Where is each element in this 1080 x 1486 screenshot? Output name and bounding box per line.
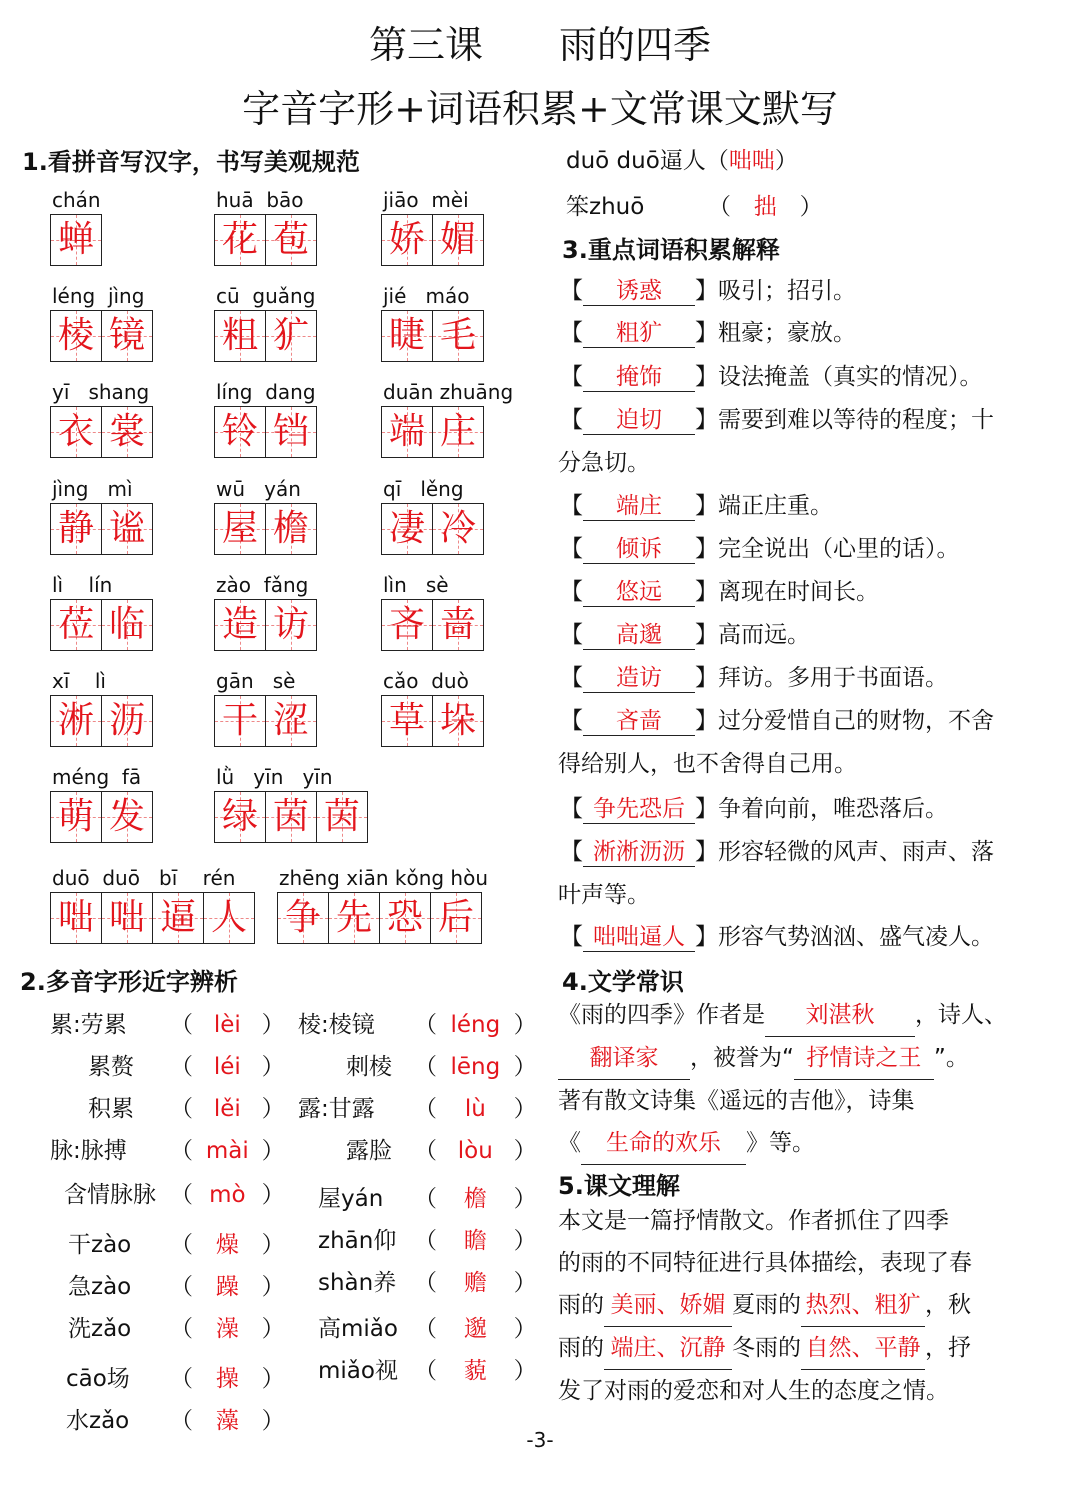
answer-char: 花 — [221, 219, 258, 260]
answer-char: 凄 — [388, 508, 425, 549]
vocab-def: 形容轻微的风声、雨声、落 — [718, 839, 994, 865]
vocab-row: 【 争先恐后 】争着向前，唯恐落后。 — [560, 790, 948, 824]
answer-char: 屋 — [221, 508, 258, 549]
vocab-word: 诱惑 — [583, 272, 695, 306]
polyphone-row — [298, 1006, 375, 1039]
answer-text: lēng — [450, 1054, 501, 1080]
polyphone-answer: （ mò ） — [170, 1182, 285, 1208]
answer-char: 逼 — [159, 897, 196, 938]
vocab-word: 倾诉 — [583, 530, 695, 564]
vocab-def: 拜访。多用于书面语。 — [718, 665, 948, 691]
answer-text: 檐 — [463, 1186, 487, 1212]
answer-char: 苞 — [272, 219, 309, 260]
vocab-row: 【 咄咄逼人 】形容气势汹汹、盛气凌人。 — [560, 918, 994, 952]
polyphone-answer: （ lòu ） — [414, 1138, 537, 1164]
char-cell — [214, 695, 266, 747]
vocab-word: 咄咄逼人 — [583, 918, 695, 952]
pinyin-label: yī shang — [52, 380, 150, 404]
char-cell — [214, 214, 266, 266]
pinyin-label: qī lěng — [383, 477, 464, 501]
row-label: duō duō逼人 — [566, 148, 706, 174]
page-title: 第三课 雨的四季 — [368, 23, 711, 67]
char-cell — [430, 892, 482, 944]
vocab-def: 吸引；招引。 — [718, 278, 856, 304]
char-cell — [50, 791, 102, 843]
polyphone-row — [88, 1048, 134, 1081]
pinyin-label: líng dang — [216, 380, 316, 404]
char-cell — [101, 892, 153, 944]
vocab-row: 【 迫切 】需要到难以等待的程度；十 — [560, 401, 994, 435]
row-label: 水zǎo — [66, 1408, 130, 1434]
char-grid — [50, 503, 153, 555]
vocab-def: 过分爱惜自己的财物，不舍 — [718, 708, 994, 734]
char-grid — [214, 214, 317, 266]
pinyin-label: chán — [52, 188, 101, 212]
answer-char: 萌 — [57, 796, 94, 837]
answer-char: 草 — [388, 700, 425, 741]
answer-char: 啬 — [439, 604, 476, 645]
answer-text: 藐 — [463, 1358, 487, 1384]
char-cell — [101, 503, 153, 555]
answer-text: léi — [213, 1054, 241, 1080]
char-cell — [50, 406, 102, 458]
comprehension-text: 本文是一篇抒情散文。作者抓住了四季 的雨的不同特征进行具体描绘，表现了春 雨的 美丽、娇媚 夏雨的 热烈、粗犷 ，秋 雨的 端庄、沉静 冬雨的 自然、平静 ，抒 发了对雨的爱恋和对人生的态度之情。 — [558, 1208, 972, 1404]
row-label: 累赘 — [88, 1054, 134, 1080]
answer-char: 茵 — [272, 796, 309, 837]
polyphone-row — [318, 1264, 396, 1297]
answer-char: 后 — [437, 897, 474, 938]
polyphone-answer: （ 藻 ） — [170, 1402, 285, 1435]
pinyin-label: huā bāo — [216, 188, 304, 212]
answer-char: 造 — [221, 604, 258, 645]
answer-char: 涩 — [272, 700, 309, 741]
row-label: 干zào — [68, 1232, 132, 1258]
char-cell — [265, 599, 317, 651]
char-grid — [381, 406, 484, 458]
polyphone-answer: （ 躁 ） — [170, 1268, 285, 1301]
answer-char: 人 — [210, 897, 247, 938]
polyphone-row — [68, 1310, 131, 1343]
char-cell — [101, 310, 153, 362]
char-cell — [101, 695, 153, 747]
vocab-word: 吝啬 — [583, 702, 695, 736]
answer-char: 蝉 — [57, 219, 94, 260]
row-label: zhān仰 — [318, 1228, 397, 1254]
answer-char: 娇 — [388, 219, 425, 260]
char-cell — [50, 599, 102, 651]
pinyin-label: lìn sè — [383, 573, 449, 597]
row-label: cāo场 — [66, 1366, 130, 1392]
polyphone-row — [346, 1048, 392, 1081]
char-cell — [101, 791, 153, 843]
row-label: shàn养 — [318, 1270, 397, 1296]
pinyin-label: cū guǎng — [216, 284, 316, 308]
char-grid — [214, 695, 317, 747]
polyphone-answer: （ 瞻 ） — [414, 1222, 537, 1255]
pinyin-label: xī lì — [52, 669, 106, 693]
row-label: miǎo视 — [318, 1358, 398, 1384]
char-cell — [50, 310, 102, 362]
polyphone-row — [88, 1090, 134, 1123]
char-cell — [50, 503, 102, 555]
char-cell — [265, 214, 317, 266]
answer-text: 拙 — [753, 194, 777, 220]
answer-autumn: 端庄、沉静 — [604, 1327, 732, 1370]
vocab-def: 端正庄重。 — [718, 493, 833, 519]
vocab-row: 【 淅淅沥沥 】形容轻微的风声、雨声、落 — [560, 833, 994, 867]
char-grid — [50, 214, 102, 266]
char-cell — [381, 599, 433, 651]
answer-text: lòu — [457, 1138, 493, 1164]
answer-char: 铃 — [221, 411, 258, 452]
char-grid — [50, 310, 153, 362]
char-grid — [214, 503, 317, 555]
answer-char: 毛 — [439, 315, 476, 356]
answer-summer: 热烈、粗犷 — [801, 1284, 925, 1327]
pinyin-label: duān zhuāng — [383, 380, 514, 404]
row-label: 累:劳累 — [50, 1012, 127, 1038]
row-label: 屋yán — [318, 1186, 384, 1212]
row-label: 积累 — [88, 1096, 134, 1122]
answer-char: 访 — [272, 604, 309, 645]
row-label: 刺棱 — [346, 1054, 392, 1080]
answer-char: 垛 — [439, 700, 476, 741]
char-cell — [214, 791, 266, 843]
char-grid — [214, 599, 317, 651]
char-grid — [277, 892, 482, 944]
char-cell — [277, 892, 329, 944]
section1-title: 1.看拼音写汉字，书写美观规范 — [22, 148, 360, 176]
char-grid — [50, 791, 153, 843]
polyphone-row — [298, 1090, 375, 1123]
vocab-def: 需要到难以等待的程度；十 — [718, 407, 994, 433]
answer-text: 瞻 — [463, 1228, 487, 1254]
polyphone-row — [50, 1006, 127, 1039]
vocab-row: 【 诱惑 】吸引；招引。 — [560, 272, 856, 306]
answer-text: 燥 — [215, 1232, 239, 1258]
answer-char: 淅 — [57, 700, 94, 741]
polyphone-answer: （ lù ） — [414, 1096, 537, 1122]
char-cell — [328, 892, 380, 944]
char-cell — [381, 214, 433, 266]
char-grid — [381, 695, 484, 747]
row-label: 急zào — [68, 1274, 132, 1300]
answer-text: mài — [205, 1138, 249, 1164]
polyphone-answer: （ 操 ） — [170, 1360, 285, 1393]
vocab-def: 粗豪；豪放。 — [718, 320, 856, 346]
answer-honor: 抒情诗之王 — [794, 1037, 934, 1080]
polyphone-answer: （ 邈 ） — [414, 1310, 537, 1343]
char-grid — [214, 310, 317, 362]
vocab-def-continued: 叶声等。 — [558, 882, 650, 908]
char-cell — [379, 892, 431, 944]
answer-char: 粗 — [221, 315, 258, 356]
char-cell — [101, 599, 153, 651]
char-grid — [214, 791, 368, 843]
answer-char: 裳 — [108, 411, 145, 452]
polyphone-answer: （ lèi ） — [170, 1012, 285, 1038]
polyphone-row — [68, 1268, 131, 1301]
answer-char: 咄 — [57, 897, 94, 938]
vocab-def-continued: 分急切。 — [558, 450, 650, 476]
vocab-row: 【 造访 】拜访。多用于书面语。 — [560, 659, 948, 693]
char-cell — [214, 503, 266, 555]
answer-collection: 生命的欢乐 — [581, 1122, 746, 1165]
answer-char: 镜 — [108, 315, 145, 356]
vocab-row: 【 倾诉 】完全说出（心里的话）。 — [560, 530, 960, 564]
char-cell — [265, 310, 317, 362]
vocab-row: 【 粗犷 】粗豪；豪放。 — [560, 314, 856, 348]
vocab-word: 淅淅沥沥 — [583, 833, 695, 867]
polyphone-answer: （ 澡 ） — [170, 1310, 285, 1343]
pinyin-label: zào fǎng — [216, 573, 309, 597]
vocab-def: 高而远。 — [718, 622, 810, 648]
char-grid — [50, 695, 153, 747]
char-grid — [381, 310, 484, 362]
answer-char: 先 — [335, 897, 372, 938]
polyphone-answer: （ 燥 ） — [170, 1226, 285, 1259]
answer-text: 操 — [215, 1366, 239, 1392]
polyphone-answer: （ léng ） — [414, 1012, 537, 1038]
vocab-def: 设法掩盖（真实的情况）。 — [718, 364, 983, 390]
char-cell — [152, 892, 204, 944]
pinyin-label: wū yán — [216, 477, 301, 501]
vocab-row: 【 端庄 】端正庄重。 — [560, 487, 833, 521]
row-label: 露脸 — [346, 1138, 392, 1164]
answer-char: 绿 — [221, 796, 258, 837]
pinyin-label: lǜ yīn yīn — [216, 765, 333, 789]
answer-char: 媚 — [439, 219, 476, 260]
char-cell — [203, 892, 255, 944]
vocab-row: 【 悠远 】离现在时间长。 — [560, 573, 879, 607]
char-grid — [50, 892, 255, 944]
answer-title: 翻译家 — [558, 1037, 690, 1080]
char-cell — [214, 310, 266, 362]
extra-row: 笨zhuō （ 拙 ） — [566, 188, 823, 221]
pinyin-label: léng jìng — [52, 284, 145, 308]
answer-char: 衣 — [57, 411, 94, 452]
char-cell — [50, 892, 102, 944]
row-label: 露:甘露 — [298, 1096, 375, 1122]
vocab-row: 【 吝啬 】过分爱惜自己的财物，不舍 — [560, 702, 994, 736]
char-grid — [381, 599, 484, 651]
pinyin-label: zhēng xiān kǒng hòu — [279, 866, 489, 890]
extra-row: duō duō逼人（咄咄） — [566, 148, 798, 174]
char-cell — [432, 406, 484, 458]
char-cell — [50, 695, 102, 747]
section4-title: 4.文学常识 — [562, 968, 684, 996]
answer-char: 争 — [284, 897, 321, 938]
answer-text: 藻 — [215, 1408, 239, 1434]
literature-text: 《雨的四季》作者是 刘湛秋 ，诗人、 翻译家 ，被誉为“ 抒情诗之王 ”。 著有散文诗集《遥远的吉他》，诗集 《 生命的欢乐 》等。 — [558, 994, 1038, 1165]
vocab-def: 离现在时间长。 — [718, 579, 879, 605]
char-cell — [381, 695, 433, 747]
page-number: -3- — [526, 1428, 554, 1452]
polyphone-answer: （ 藐 ） — [414, 1352, 537, 1385]
polyphone-answer: （ 赡 ） — [414, 1264, 537, 1297]
char-grid — [50, 599, 153, 651]
polyphone-row — [318, 1180, 383, 1213]
char-grid — [381, 214, 484, 266]
row-label: 含情脉脉 — [64, 1182, 156, 1208]
char-cell — [432, 695, 484, 747]
char-cell — [381, 406, 433, 458]
answer-char: 恐 — [386, 897, 423, 938]
row-label: 洗zǎo — [68, 1316, 132, 1342]
vocab-word: 端庄 — [583, 487, 695, 521]
vocab-def: 争着向前，唯恐落后。 — [718, 796, 948, 822]
char-cell — [101, 406, 153, 458]
char-cell — [50, 214, 102, 266]
answer-text: léng — [450, 1012, 501, 1038]
answer-char: 犷 — [272, 315, 309, 356]
polyphone-row — [346, 1132, 392, 1165]
section5-title: 5.课文理解 — [558, 1172, 680, 1200]
polyphone-row — [66, 1360, 130, 1393]
answer-text: 赡 — [463, 1270, 487, 1296]
answer-text: lù — [464, 1096, 486, 1122]
answer-char: 咄 — [108, 897, 145, 938]
section2-title: 2.多音字形近字辨析 — [20, 968, 238, 996]
vocab-word: 迫切 — [583, 401, 695, 435]
pinyin-label: jié máo — [383, 284, 470, 308]
answer-text: lěi — [213, 1096, 241, 1122]
polyphone-answer: （ lēng ） — [414, 1054, 537, 1080]
row-label: 棱:棱镜 — [298, 1012, 375, 1038]
char-cell — [265, 791, 317, 843]
row-label: 脉:脉搏 — [50, 1138, 127, 1164]
char-cell — [316, 791, 368, 843]
answer-char: 睫 — [388, 315, 425, 356]
answer-char: 谧 — [108, 508, 145, 549]
char-cell — [214, 599, 266, 651]
polyphone-row — [318, 1352, 398, 1385]
pinyin-label: cǎo duò — [383, 669, 469, 693]
polyphone-row — [50, 1132, 127, 1165]
answer-char: 发 — [108, 796, 145, 837]
char-cell — [381, 310, 433, 362]
answer-char: 莅 — [57, 604, 94, 645]
vocab-word: 争先恐后 — [583, 790, 695, 824]
answer-winter: 自然、平静 — [801, 1327, 925, 1370]
polyphone-answer: （ léi ） — [170, 1054, 285, 1080]
char-cell — [432, 599, 484, 651]
answer-char: 端 — [388, 411, 425, 452]
answer-char: 冷 — [439, 508, 476, 549]
vocab-def: 完全说出（心里的话）。 — [718, 536, 960, 562]
char-cell — [432, 503, 484, 555]
answer-char: 庄 — [439, 411, 476, 452]
vocab-def: 形容气势汹汹、盛气凌人。 — [718, 924, 994, 950]
answer-char: 棱 — [57, 315, 94, 356]
polyphone-answer: （ lěi ） — [170, 1096, 285, 1122]
answer-text: 澡 — [215, 1316, 239, 1342]
pinyin-label: jiāo mèi — [383, 188, 469, 212]
pinyin-label: gān sè — [216, 669, 296, 693]
answer-text: 咄咄 — [728, 148, 775, 174]
char-cell — [265, 503, 317, 555]
char-grid — [50, 406, 153, 458]
vocab-word: 高邈 — [583, 616, 695, 650]
page-subtitle: 字音字形+词语积累+文常课文默写 — [242, 87, 838, 131]
answer-char: 静 — [57, 508, 94, 549]
polyphone-answer: （ mài ） — [170, 1138, 285, 1164]
polyphone-row — [318, 1222, 396, 1255]
char-cell — [432, 310, 484, 362]
answer-spring: 美丽、娇媚 — [604, 1284, 732, 1327]
char-grid — [214, 406, 317, 458]
char-cell — [265, 406, 317, 458]
polyphone-row — [318, 1310, 398, 1343]
pinyin-label: méng fā — [52, 765, 142, 789]
pinyin-label: duō duō bī rén — [52, 866, 236, 890]
section3-title: 3.重点词语积累解释 — [562, 236, 780, 264]
answer-char: 檐 — [272, 508, 309, 549]
answer-char: 沥 — [108, 700, 145, 741]
char-grid — [381, 503, 484, 555]
vocab-word: 造访 — [583, 659, 695, 693]
vocab-row: 【 高邈 】高而远。 — [560, 616, 810, 650]
answer-text: lèi — [213, 1012, 241, 1038]
answer-char: 吝 — [388, 604, 425, 645]
polyphone-row — [64, 1176, 156, 1209]
vocab-row: 【 掩饰 】设法掩盖（真实的情况）。 — [560, 358, 983, 392]
polyphone-row — [68, 1226, 131, 1259]
answer-author: 刘湛秋 — [765, 994, 915, 1037]
vocab-word: 悠远 — [583, 573, 695, 607]
answer-char: 临 — [108, 604, 145, 645]
polyphone-answer: （ 檐 ） — [414, 1180, 537, 1213]
answer-char: 铛 — [272, 411, 309, 452]
answer-text: 躁 — [215, 1274, 239, 1300]
row-label: 笨zhuō — [566, 194, 645, 220]
vocab-word: 掩饰 — [583, 358, 695, 392]
row-label: 高miǎo — [318, 1316, 398, 1342]
pinyin-label: lì lín — [52, 573, 113, 597]
char-cell — [214, 406, 266, 458]
vocab-word: 粗犷 — [583, 314, 695, 348]
answer-text: mò — [209, 1182, 246, 1208]
answer-char: 干 — [221, 700, 258, 741]
char-cell — [265, 695, 317, 747]
pinyin-label: jìng mì — [52, 477, 133, 501]
answer-char: 茵 — [323, 796, 360, 837]
vocab-def-continued: 得给别人，也不舍得自己用。 — [558, 751, 857, 777]
char-cell — [381, 503, 433, 555]
answer-text: 邈 — [463, 1316, 487, 1342]
char-cell — [432, 214, 484, 266]
